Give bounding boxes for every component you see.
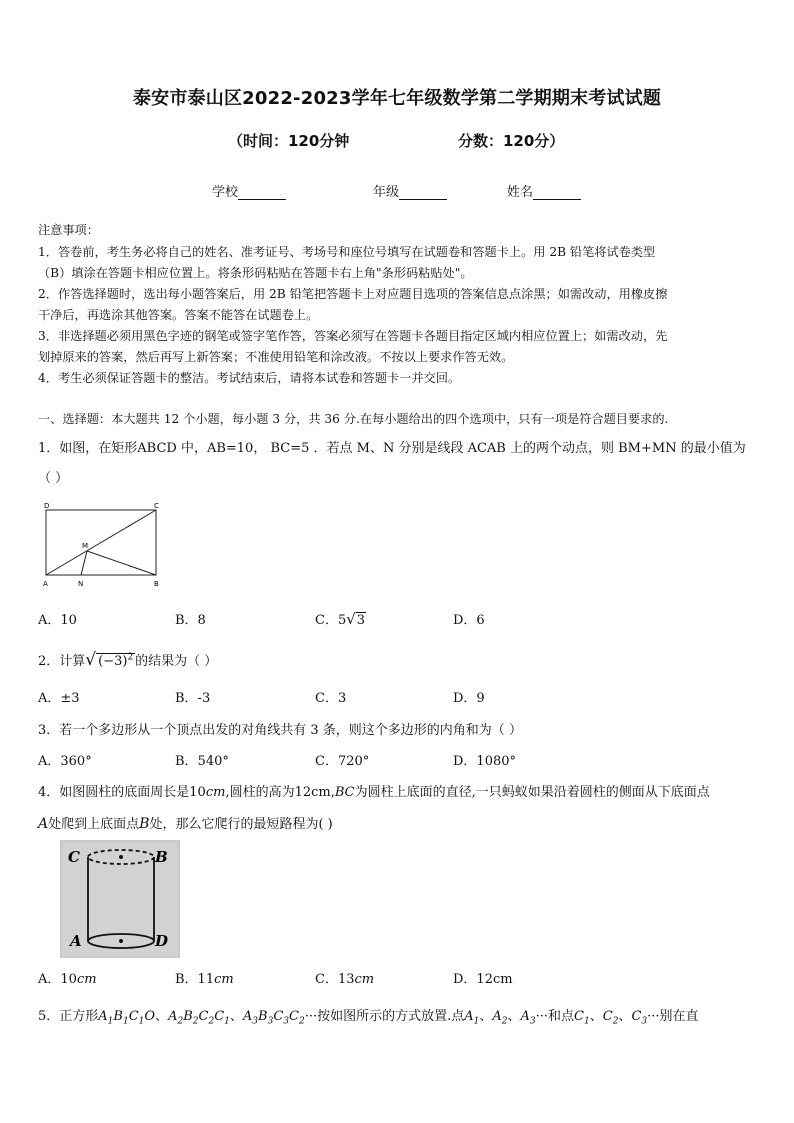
page-title: 泰安市泰山区2022-2023学年七年级数学第二学期期末考试试题 <box>132 88 662 109</box>
q1-option-c-label: C．5 <box>315 613 347 628</box>
label-a: A <box>43 580 48 588</box>
q1-option-b: B．8 <box>175 613 206 628</box>
label-d: D <box>44 502 50 510</box>
unit: cm <box>214 972 234 987</box>
bottom-center <box>119 939 123 943</box>
q4-var: A <box>38 816 49 832</box>
q4-option-c <box>315 968 374 987</box>
q4-option-d: D．12cm <box>453 972 513 987</box>
segment-mb <box>87 551 156 575</box>
label-b: B <box>154 580 159 588</box>
label-b: B <box>155 848 168 866</box>
q3-option-d: D．1080° <box>453 754 517 769</box>
q4-option-a <box>38 968 97 987</box>
question-3-text: 3．若一个多边形从一个顶点出发的对角线共有 3 条，则这个多边形的内角和为（ ） <box>38 723 522 738</box>
q1-option-d: D．6 <box>453 613 485 628</box>
question-5-text <box>38 1005 699 1027</box>
notice-heading: 注意事项： <box>38 223 99 237</box>
q4-option-a-label: A．10 <box>38 972 77 987</box>
q2-exponent: 2 <box>127 652 134 663</box>
q3-option-a: A．360° <box>38 754 92 769</box>
q5-text: 5．正方形 <box>38 1009 99 1024</box>
sqrt-argument: 3 <box>356 613 366 628</box>
q4-text: ,圆柱的高为12cm, <box>225 785 335 800</box>
math-square-2: $A_2B_2C_2C_1$ <box>168 1009 230 1027</box>
rectangle-figure <box>38 500 168 592</box>
notice-line: 干净后，再选涂其他答案。答案不能答在试题卷上。 <box>38 308 319 322</box>
q4-text: 处爬到上底面点 <box>48 817 140 832</box>
name-label: 姓名 <box>507 185 534 200</box>
math-c2: $C_2$ <box>602 1009 619 1027</box>
name-field <box>507 181 581 200</box>
q5-sep: 、 <box>507 1009 521 1024</box>
q2-pre: 2．计算 <box>38 654 86 669</box>
math-c3: $C_3$ <box>631 1009 648 1027</box>
exam-time: （时间：120分钟 <box>228 132 350 150</box>
segment-mn <box>81 551 87 575</box>
q4-text: 为圆柱上底面的直径,一只蚂蚁如果沿着圆柱的侧面从下底面点 <box>354 785 710 800</box>
label-a: A <box>70 932 82 950</box>
math-square-3: $A_3B_3C_3C_2$ <box>242 1009 305 1027</box>
label-m: M <box>82 542 89 550</box>
question-1-paren: （ ） <box>38 471 69 486</box>
q1-option-c <box>315 609 366 628</box>
notice-line: 3．非选择题必须用黑色字迹的钢笔或签字笔作答，答案必须写在答题卡各题目指定区域内相应位置上；如需改动，先 <box>38 329 668 343</box>
q5-text: ···按如图所示的方式放置.点 <box>304 1009 465 1024</box>
exam-score: 分数：120分） <box>458 132 565 150</box>
question-1-text: 1．如图，在矩形ABCD 中，AB=10， BC=5 ．若点 M、N 分别是线段 ACAB 上的两个动点，则 BM+MN 的最小值为 <box>38 441 746 456</box>
cylinder-figure <box>60 840 180 958</box>
unit: cm <box>354 972 375 987</box>
q5-sep: 、 <box>618 1009 632 1024</box>
q5-sep: 、 <box>155 1009 169 1024</box>
grade-field <box>373 181 447 200</box>
math-square-1: $A_1B_1C_1O$ <box>98 1009 156 1027</box>
q2-option-a: A．±3 <box>38 691 80 706</box>
school-label: 学校 <box>212 185 239 200</box>
section-heading: 一、选择题：本大题共 12 个小题，每小题 3 分，共 36 分.在每小题给出的四个选项中，只有一项是符合题目要求的. <box>38 412 669 426</box>
name-blank <box>533 185 581 200</box>
diagonal-ac <box>46 510 156 575</box>
math-a1: $A_1$ <box>464 1009 480 1027</box>
sqrt-sign: √ <box>85 650 97 670</box>
notice-line: （B）填涂在答题卡相应位置上。将条形码粘贴在答题卡右上角"条形码粘贴处"。 <box>38 266 473 280</box>
q4-text: 处，那么它爬行的最短路程为( ) <box>149 817 333 832</box>
q4-option-c-label: C．13 <box>315 972 355 987</box>
label-c: C <box>154 502 159 510</box>
q3-option-c: C．720° <box>315 754 370 769</box>
q5-sep: 、 <box>479 1009 493 1024</box>
q4-number: 10 <box>189 785 206 800</box>
question-2-text <box>38 650 217 670</box>
q4-var: BC <box>334 785 355 800</box>
q2-option-d: D．9 <box>453 691 485 706</box>
q5-sep: 、 <box>589 1009 603 1024</box>
q2-expression <box>96 653 135 669</box>
q4-option-b <box>175 968 234 987</box>
question-4-line-1 <box>38 781 710 800</box>
label-d: D <box>155 932 169 950</box>
q2-base: (−3) <box>98 654 128 669</box>
label-c: C <box>68 848 80 866</box>
sqrt-sign: √ <box>346 610 356 628</box>
unit: cm <box>76 972 97 987</box>
q1-option-a: A．10 <box>38 613 77 628</box>
notice-line: 1．答卷前，考生务必将自己的姓名、准考证号、考场号和座位号填写在试题卷和答题卡上。用 2B 铅笔将试卷类型 <box>38 245 656 259</box>
q2-option-b: B．-3 <box>175 691 211 706</box>
top-center <box>119 855 123 859</box>
q5-sep: 、 <box>229 1009 243 1024</box>
q4-unit: cm <box>205 785 226 800</box>
notice-line: 4．考生必须保证答题卡的整洁。考试结束后，请将本试卷和答题卡一并交回。 <box>38 371 461 385</box>
q4-text: 4．如图圆柱的底面周长是 <box>38 785 190 800</box>
grade-blank <box>399 185 447 200</box>
math-a2: $A_2$ <box>492 1009 508 1027</box>
grade-label: 年级 <box>373 185 400 200</box>
q2-post: 的结果为（ ） <box>135 654 218 669</box>
q2-option-c: C．3 <box>315 691 347 706</box>
math-c1: $C_1$ <box>574 1009 590 1027</box>
label-n: N <box>78 580 84 588</box>
q4-option-b-label: B．11 <box>175 972 215 987</box>
q4-var: B <box>139 816 150 832</box>
question-4-line-2 <box>38 813 333 832</box>
q5-text: ···别在直 <box>647 1009 699 1024</box>
notice-line: 划掉原来的答案，然后再写上新答案；不准使用铅笔和涂改液。不按以上要求作答无效。 <box>38 350 514 364</box>
q5-text: ···和点 <box>535 1009 575 1024</box>
math-a3: $A_3$ <box>520 1009 536 1027</box>
q3-option-b: B．540° <box>175 754 229 769</box>
notice-line: 2．作答选择题时，选出每小题答案后，用 2B 铅笔把答题卡上对应题目选项的答案信息点涂黑；如需改动，用橡皮擦 <box>38 287 668 301</box>
school-field <box>212 181 286 200</box>
school-blank <box>238 185 286 200</box>
